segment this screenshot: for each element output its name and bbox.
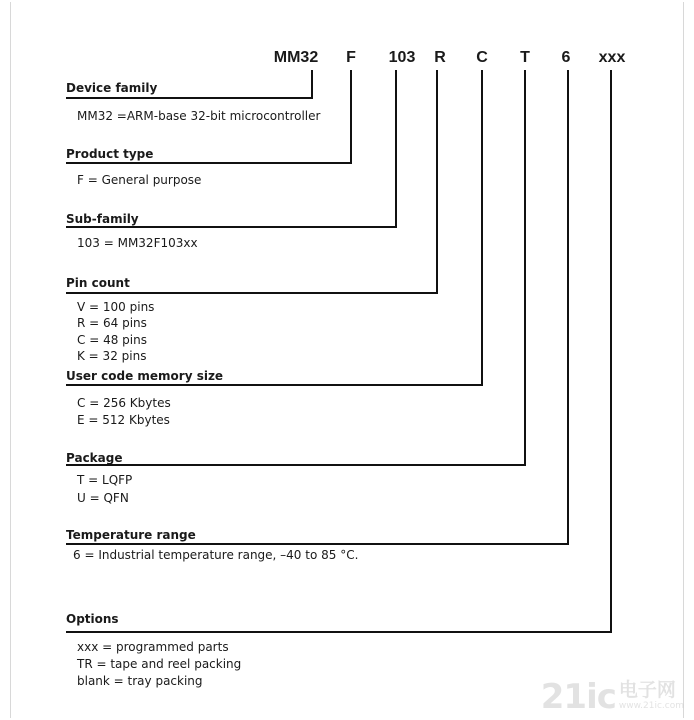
field-title: Package [66,451,123,465]
connector-vertical-device-family [311,70,313,99]
field-option: T = LQFP [77,473,133,487]
field-title: User code memory size [66,369,224,383]
field-option: R = 64 pins [77,316,147,330]
field-title: Pin count [66,276,130,290]
connector-horizontal-options [66,631,612,633]
code-segment-sub-family: 103 [388,49,416,66]
code-segment-product-type: F [346,49,356,66]
code-segment-options: xxx [598,49,626,66]
field-option: K = 32 pins [77,349,147,363]
field-title: Product type [66,147,154,161]
watermark-url: www.21ic.com [618,701,684,711]
field-option: E = 512 Kbytes [77,413,170,427]
field-option: blank = tray packing [77,674,203,688]
field-option: TR = tape and reel packing [77,657,242,671]
watermark-text: 电子网 [618,679,676,701]
connector-vertical-sub-family [395,70,397,228]
field-title: Sub-family [66,212,139,226]
connector-horizontal-pin-count [66,292,438,294]
field-option: xxx = programmed parts [77,640,229,654]
connector-horizontal-package [66,464,526,466]
watermark [540,677,684,717]
connector-horizontal-device-family [66,97,313,99]
field-title: Options [66,612,119,626]
field-description: 6 = Industrial temperature range, –40 to 85 °C. [73,548,359,562]
field-option: U = QFN [77,491,129,505]
connector-horizontal-memory-size [66,384,483,386]
field-option: V = 100 pins [77,300,155,314]
field-description: 103 = MM32F103xx [77,236,198,250]
field-description: F = General purpose [77,173,202,187]
connector-vertical-options [610,70,612,633]
field-title: Device family [66,81,158,95]
connector-horizontal-product-type [66,162,352,164]
connector-vertical-package [524,70,526,466]
connector-vertical-pin-count [436,70,438,294]
code-segment-memory-size: C [476,49,488,66]
field-title: Temperature range [66,528,196,542]
connector-horizontal-sub-family [66,226,397,228]
connector-horizontal-temperature [66,543,569,545]
code-segment-device-family: MM32 [273,49,319,66]
field-description: MM32 =ARM-base 32-bit microcontroller [77,109,321,123]
connector-vertical-memory-size [481,70,483,386]
code-segment-pin-count: R [434,49,446,66]
field-option: C = 256 Kbytes [77,396,171,410]
code-segment-temperature: 6 [561,49,571,66]
connector-vertical-product-type [350,70,352,163]
watermark-logo: 21ic [540,677,616,717]
code-segment-package: T [520,49,530,66]
connector-vertical-temperature [567,70,569,545]
field-option: C = 48 pins [77,333,147,347]
